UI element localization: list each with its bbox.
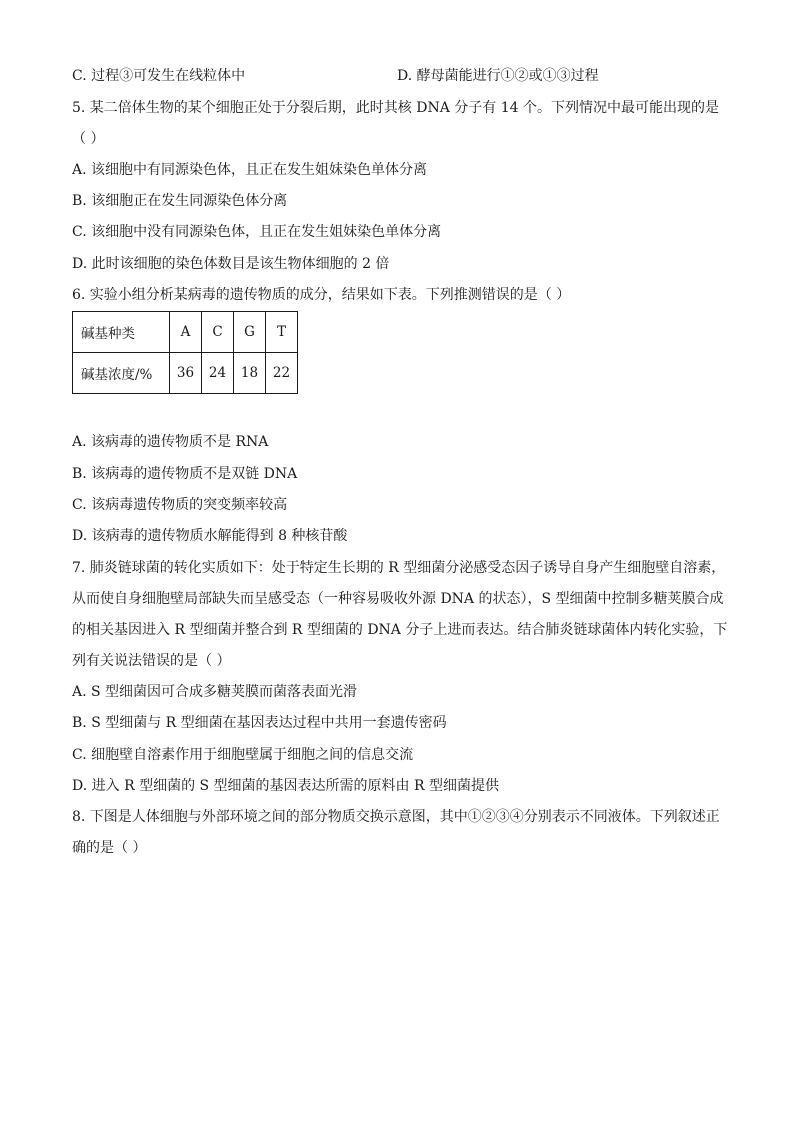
table-cell-value-c: 24 xyxy=(202,353,234,394)
table-cell-base-c: C xyxy=(202,312,234,353)
q5-option-d: D. 此时该细胞的染色体数目是该生物体细胞的 2 倍 xyxy=(72,256,390,272)
base-composition-table xyxy=(72,311,298,394)
table-cell-value-a: 36 xyxy=(170,353,202,394)
q4-option-d: D. 酵母菌能进行①②或①③过程 xyxy=(397,68,599,84)
q5-stem-line1: 5. 某二倍体生物的某个细胞正处于分裂后期，此时其核 DNA 分子有 14 个。下列情况中最可能出现的是 xyxy=(72,100,720,116)
q4-option-c: C. 过程③可发生在线粒体中 xyxy=(72,68,246,84)
q7-stem-line2: 从而使自身细胞壁局部缺失而呈感受态（一种容易吸收外源 DNA 的状态），S 型细菌中控制多糖荚膜合成 xyxy=(72,591,724,607)
table-cell-base-a: A xyxy=(170,312,202,353)
table-row xyxy=(73,312,298,353)
q7-option-b: B. S 型细菌与 R 型细菌在基因表达过程中共用一套遗传密码 xyxy=(72,715,447,731)
q6-option-a: A. 该病毒的遗传物质不是 RNA xyxy=(72,434,269,450)
table-header-base-type: 碱基种类 xyxy=(73,312,170,353)
q8-stem-line1: 8. 下图是人体细胞与外部环境之间的部分物质交换示意图，其中①②③④分别表示不同液体。下列叙述正 xyxy=(72,809,720,825)
q6-option-b: B. 该病毒的遗传物质不是双链 DNA xyxy=(72,466,298,482)
table-row xyxy=(73,353,298,394)
table-cell-value-t: 22 xyxy=(266,353,298,394)
q8-stem-line2: 确的是（ ） xyxy=(72,840,147,856)
q6-option-c: C. 该病毒遗传物质的突变频率较高 xyxy=(72,497,288,513)
q5-option-b: B. 该细胞正在发生同源染色体分离 xyxy=(72,193,288,209)
q7-option-a: A. S 型细菌因可合成多糖荚膜而菌落表面光滑 xyxy=(72,684,358,700)
q7-option-c: C. 细胞壁自溶素作用于细胞壁属于细胞之间的信息交流 xyxy=(72,747,414,763)
table-cell-base-g: G xyxy=(234,312,266,353)
q6-option-d: D. 该病毒的遗传物质水解能得到 8 种核苷酸 xyxy=(72,528,348,544)
q5-stem-line2: （ ） xyxy=(72,131,105,147)
q6-stem: 6. 实验小组分析某病毒的遗传物质的成分，结果如下表。下列推测错误的是（ ） xyxy=(72,287,571,303)
q5-option-a: A. 该细胞中有同源染色体，且正在发生姐妹染色单体分离 xyxy=(72,162,428,178)
q7-stem-line1: 7. 肺炎链球菌的转化实质如下：处于特定生长期的 R 型细菌分泌感受态因子诱导自身产生细胞壁自溶素， xyxy=(72,560,726,576)
q5-option-c: C. 该细胞中没有同源染色体，且正在发生姐妹染色单体分离 xyxy=(72,224,442,240)
table-header-base-concentration: 碱基浓度/% xyxy=(73,353,170,394)
q7-option-d: D. 进入 R 型细菌的 S 型细菌的基因表达所需的原料由 R 型细菌提供 xyxy=(72,778,499,794)
q7-stem-line3: 的相关基因进入 R 型细菌并整合到 R 型细菌的 DNA 分子上进而表达。结合肺炎链球菌体内转化实验，下 xyxy=(72,622,728,638)
table-cell-value-g: 18 xyxy=(234,353,266,394)
table-cell-base-t: T xyxy=(266,312,298,353)
q7-stem-line4: 列有关说法错误的是（ ） xyxy=(72,653,231,669)
